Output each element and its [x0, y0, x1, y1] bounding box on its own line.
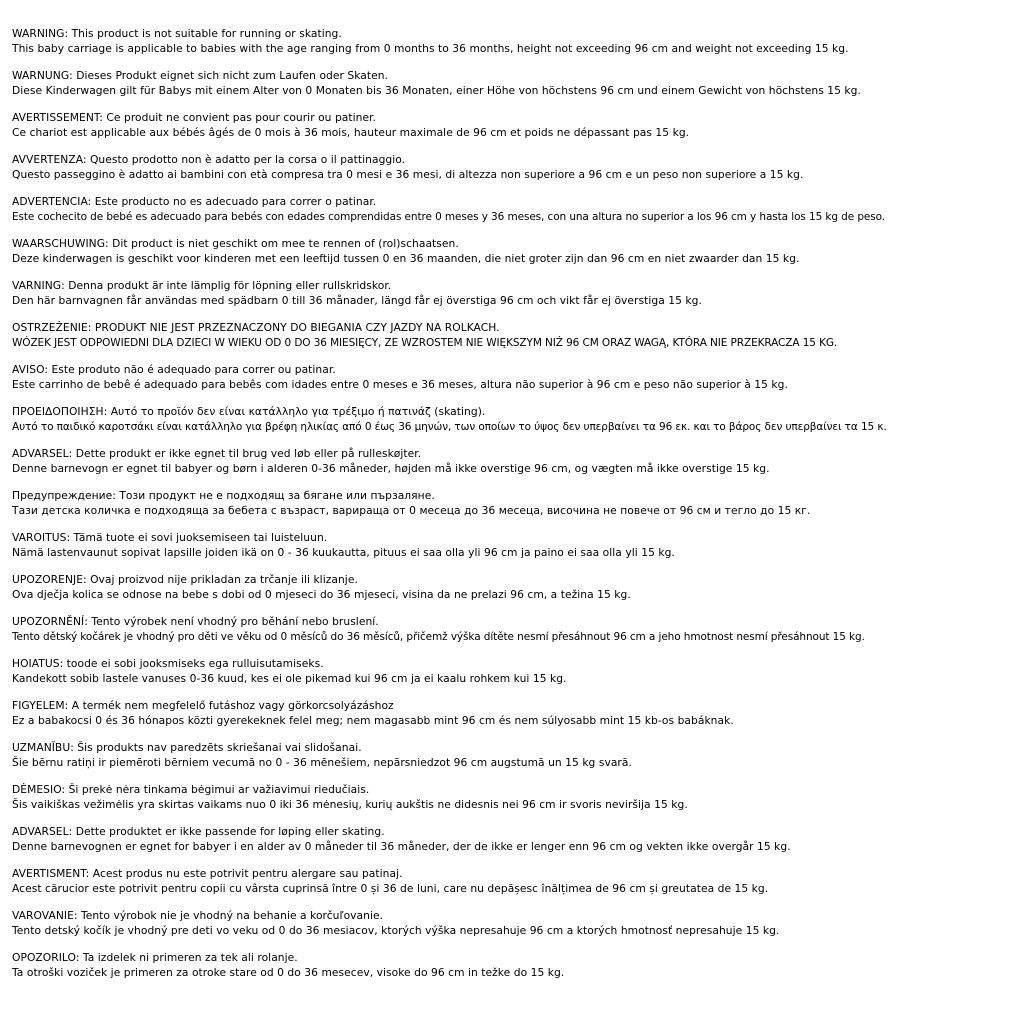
warning-text: Este cochecito de bebé es adecuado para bebés con edades comprendidas entre 0 meses y 36 meses, con una altura no superior a los 96 cm y hasta los 15 kg de peso.: [12, 210, 886, 223]
warning-text: Denne barnevogn er egnet til babyer og børn i alderen 0-36 måneder, højden må ikke overstige 96 cm, og vægten må ikke overstige 15 kg.: [12, 461, 770, 475]
warning-fr: [12, 111, 1020, 153]
warning-text: Acest cărucior este potrivit pentru copii cu vârsta cuprinsă între 0 și 36 de luni, care nu depășesc înălțimea de 96 cm și greutatea de 15 kg.: [12, 881, 769, 895]
warning-heading: ADVERTENCIA: Este producto no es adecuado para correr o patinar.: [12, 195, 377, 208]
warning-de: [12, 69, 1020, 111]
warning-it: [12, 153, 1020, 195]
warning-text: Тази детска количка е подходяща за бебета с възраст, варираща от 0 месеца до 36 месеца, височина не повече от 96 см и тегло до 15 кг.: [12, 503, 811, 517]
warning-text: Deze kinderwagen is geschikt voor kinderen met een leeftijd tussen 0 en 36 maanden, die niet groter zijn dan 96 cm en niet zwaarder dan 15 kg.: [12, 251, 800, 265]
warning-heading: ADVARSEL: Dette produktet er ikke passende for løping eller skating.: [12, 825, 385, 838]
warning-pl: [12, 321, 1020, 363]
warning-sk: [12, 909, 1020, 951]
warning-heading: OPOZORILO: Ta izdelek ni primeren za tek ali rolanje.: [12, 951, 298, 964]
warning-text: WÓZEK JEST ODPOWIEDNI DLA DZIECI W WIEKU OD 0 DO 36 MIESIĘCY, ZE WZROSTEM NIE WIĘKSZYM NIŻ 96 CM ORAZ WAGĄ, KTÓRA NIE PRZEKRACZA 15 KG.: [12, 336, 838, 349]
warning-text: Šie bērnu ratiņi ir piemēroti bērniem vecumā no 0 - 36 mēnešiem, nepārsniedzot 96 cm augstumā un 15 kg svarā.: [12, 755, 632, 769]
warning-heading: DĖMESIO: Ši prekė nėra tinkama bėgimui ar važiavimui riedučiais.: [12, 783, 370, 796]
warning-heading: UPOZORNĚNÍ: Tento výrobek není vhodný pro běhání nebo bruslení.: [12, 615, 379, 628]
warning-text: Ce chariot est applicable aux bébés âgés de 0 mois à 36 mois, hauteur maximale de 96 cm et poids ne dépassant pas 15 kg.: [12, 125, 690, 139]
warning-heading: WARNUNG: Dieses Produkt eignet sich nicht zum Laufen oder Skaten.: [12, 69, 389, 82]
warning-heading: FIGYELEM: A termék nem megfelelő futáshoz vagy görkorcsolyázáshoz: [12, 699, 394, 712]
warning-heading: AVERTISMENT: Acest produs nu este potrivit pentru alergare sau patinaj.: [12, 867, 403, 880]
warning-text: Denne barnevognen er egnet for babyer i en alder av 0 måneder til 36 måneder, der de ikke er lenger enn 96 cm og vekten ikke overgår 15 kg.: [12, 839, 791, 853]
warning-text: Den här barnvagnen får användas med spädbarn 0 till 36 månader, längd får ej överstiga 96 cm och vikt får ej överstiga 15 kg.: [12, 293, 702, 307]
warning-cs: [12, 615, 1020, 657]
warning-heading: AVISO: Este produto não é adequado para correr ou patinar.: [12, 363, 336, 376]
warning-text: Diese Kinderwagen gilt für Babys mit einem Alter von 0 Monaten bis 36 Monaten, einer Höhe von höchstens 96 cm und einem Gewicht von höchstens 15 kg.: [12, 83, 861, 97]
warning-sl: [12, 951, 1020, 993]
warning-heading: ADVARSEL: Dette produkt er ikke egnet til brug ved løb eller på rulleskøjter.: [12, 447, 422, 460]
warning-text: Ova dječja kolica se odnose na bebe s dobi od 0 mjeseci do 36 mjeseci, visina da ne prelazi 96 cm, a težina 15 kg.: [12, 587, 631, 601]
warning-text: Ez a babakocsi 0 és 36 hónapos közti gyerekeknek felel meg; nem magasabb mint 96 cm és nem súlyosabb mint 15 kb-os babáknak.: [12, 713, 734, 727]
warning-lv: [12, 741, 1020, 783]
warning-fi: [12, 531, 1020, 573]
warning-da: [12, 447, 1020, 489]
warning-et: [12, 657, 1020, 699]
warning-heading: VAROVANIE: Tento výrobok nie je vhodný na behanie a korčuľovanie.: [12, 909, 384, 922]
warning-heading: VAROITUS: Tämä tuote ei sovi juoksemiseen tai luisteluun.: [12, 531, 328, 544]
warning-text: Nämä lastenvaunut sopivat lapsille joiden ikä on 0 - 36 kuukautta, pituus ei saa olla yli 96 cm ja paino ei saa olla yli 15 kg.: [12, 545, 675, 559]
warning-sv: [12, 279, 1020, 321]
warning-heading: WARNING: This product is not suitable for running or skating.: [12, 27, 342, 40]
warning-hr: [12, 573, 1020, 615]
warning-no: [12, 825, 1020, 867]
warning-heading: OSTRZEŻENIE: PRODUKT NIE JEST PRZEZNACZONY DO BIEGANIA CZY JAZDY NA ROLKACH.: [12, 321, 500, 334]
warning-text: Tento dětský kočárek je vhodný pro děti ve věku od 0 měsíců do 36 měsíců, přičemž výška dítěte nesmí přesáhnout 96 cm a jeho hmotnost nesmí přesáhnout 15 kg.: [12, 630, 865, 643]
warning-heading: UZMANĪBU: Šis produkts nav paredzēts skriešanai vai slidošanai.: [12, 741, 362, 754]
warning-heading: VARNING: Denna produkt är inte lämplig för löpning eller rullskridskor.: [12, 279, 392, 292]
warning-heading: AVVERTENZA: Questo prodotto non è adatto per la corsa o il pattinaggio.: [12, 153, 406, 166]
warning-heading: ΠΡΟΕΙΔΟΠΟΙΗΣΗ: Αυτό το προϊόν δεν είναι κατάλληλο για τρέξιμο ή πατινάζ (skating).: [12, 405, 486, 418]
warning-pt: [12, 363, 1020, 405]
warning-text: Ta otroški voziček je primeren za otroke stare od 0 do 36 mesecev, visoke do 96 cm in težke do 15 kg.: [12, 965, 565, 979]
warning-el: [12, 405, 1020, 447]
warning-text: Kandekott sobib lastele vanuses 0-36 kuud, kes ei ole pikemad kui 96 cm ja ei kaalu rohkem kui 15 kg.: [12, 671, 567, 685]
warning-text: Tento detský kočík je vhodný pre deti vo veku od 0 do 36 mesiacov, ktorých výška nepresahuje 96 cm a ktorých hmotnosť nepresahuje 15 kg.: [12, 923, 780, 937]
multilingual-warning-document: [12, 27, 1020, 993]
warning-ro: [12, 867, 1020, 909]
warning-es: [12, 195, 1020, 237]
warning-heading: UPOZORENJE: Ovaj proizvod nije prikladan za trčanje ili klizanje.: [12, 573, 358, 586]
warning-text: Este carrinho de bebê é adequado para bebês com idades entre 0 meses e 36 meses, altura não superior à 96 cm e peso não superior à 15 kg.: [12, 377, 788, 391]
warning-heading: WAARSCHUWING: Dit product is niet geschikt om mee te rennen of (rol)schaatsen.: [12, 237, 459, 250]
warning-text: Questo passeggino è adatto ai bambini con età compresa tra 0 mesi e 36 mesi, di altezza non superiore a 96 cm e un peso non superiore a 15 kg.: [12, 167, 804, 181]
warning-en: [12, 27, 1020, 69]
warning-bg: [12, 489, 1020, 531]
warning-heading: Предупреждение: Този продукт не е подходящ за бягане или пързаляне.: [12, 489, 435, 502]
warning-hu: [12, 699, 1020, 741]
warning-text: This baby carriage is applicable to babies with the age ranging from 0 months to 36 months, height not exceeding 96 cm and weight not exceeding 15 kg.: [12, 41, 849, 55]
warning-text: Αυτό το παιδικό καροτσάκι είναι κατάλληλο για βρέφη ηλικίας από 0 έως 36 μηνών, των οποίων το ύψος δεν υπερβαίνει τα 96 εκ. και το βάρος δεν υπερβαίνει τα 15 κ.: [12, 420, 887, 433]
warning-nl: [12, 237, 1020, 279]
warning-heading: AVERTISSEMENT: Ce produit ne convient pas pour courir ou patiner.: [12, 111, 376, 124]
warning-heading: HOIATUS: toode ei sobi jooksmiseks ega rulluisutamiseks.: [12, 657, 324, 670]
warning-text: Šis vaikiškas vežimėlis yra skirtas vaikams nuo 0 iki 36 mėnesių, kurių aukštis ne didesnis nei 96 cm ir svoris neviršija 15 kg.: [12, 797, 688, 811]
warning-lt: [12, 783, 1020, 825]
